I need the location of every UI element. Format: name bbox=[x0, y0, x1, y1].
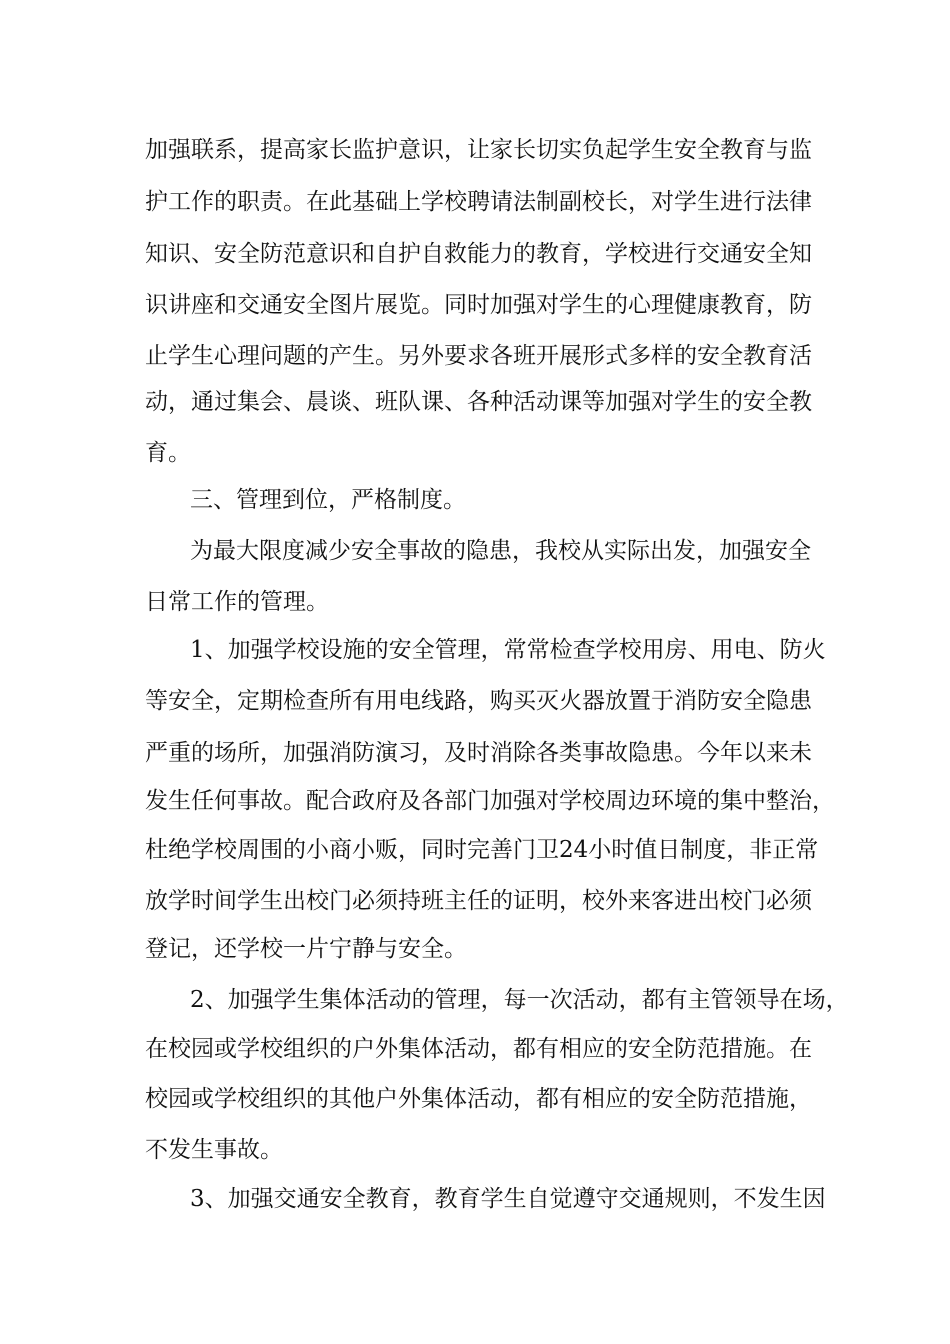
section-heading: 三、管理到位，严格制度。 bbox=[190, 487, 466, 513]
text-line: 识讲座和交通安全图片展览。同时加强对学生的心理健康教育，防 bbox=[145, 292, 812, 318]
text-line: 不发生事故。 bbox=[145, 1137, 283, 1163]
text-line: 知识、安全防范意识和自护自救能力的教育，学校进行交通安全知 bbox=[145, 241, 812, 267]
text-line: 止学生心理问题的产生。另外要求各班开展形式多样的安全教育活 bbox=[145, 343, 812, 369]
text-line: 护工作的职责。在此基础上学校聘请法制副校长，对学生进行法律 bbox=[145, 189, 812, 215]
text-line: 等安全，定期检查所有用电线路，购买灭火器放置于消防安全隐患 bbox=[145, 688, 812, 714]
text-line: 日常工作的管理。 bbox=[145, 589, 329, 615]
text-line: 1、加强学校设施的安全管理，常常检查学校用房、用电、防火 bbox=[190, 637, 826, 663]
text-line: 发生任何事故。配合政府及各部门加强对学校周边环境的集中整治， bbox=[145, 788, 835, 814]
text-line: 育。 bbox=[145, 440, 191, 466]
text-line: 为最大限度减少安全事故的隐患，我校从实际出发，加强安全 bbox=[190, 538, 811, 564]
text-line: 登记，还学校一片宁静与安全。 bbox=[145, 936, 467, 962]
text-line: 3、加强交通安全教育，教育学生自觉遵守交通规则，不发生因 bbox=[190, 1186, 826, 1212]
text-line: 校园或学校组织的其他户外集体活动，都有相应的安全防范措施， bbox=[145, 1086, 812, 1112]
text-line: 严重的场所，加强消防演习，及时消除各类事故隐患。今年以来未 bbox=[145, 740, 812, 766]
text-line: 2、加强学生集体活动的管理，每一次活动，都有主管领导在场， bbox=[190, 987, 849, 1013]
text-line: 放学时间学生出校门必须持班主任的证明，校外来客进出校门必须 bbox=[145, 888, 812, 914]
text-line: 动，通过集会、晨谈、班队课、各种活动课等加强对学生的安全教 bbox=[145, 389, 812, 415]
text-line: 在校园或学校组织的户外集体活动，都有相应的安全防范措施。在 bbox=[145, 1036, 812, 1062]
text-line: 加强联系，提高家长监护意识，让家长切实负起学生安全教育与监 bbox=[145, 137, 812, 163]
text-line: 杜绝学校周围的小商小贩，同时完善门卫24小时值日制度，非正常 bbox=[145, 837, 819, 863]
